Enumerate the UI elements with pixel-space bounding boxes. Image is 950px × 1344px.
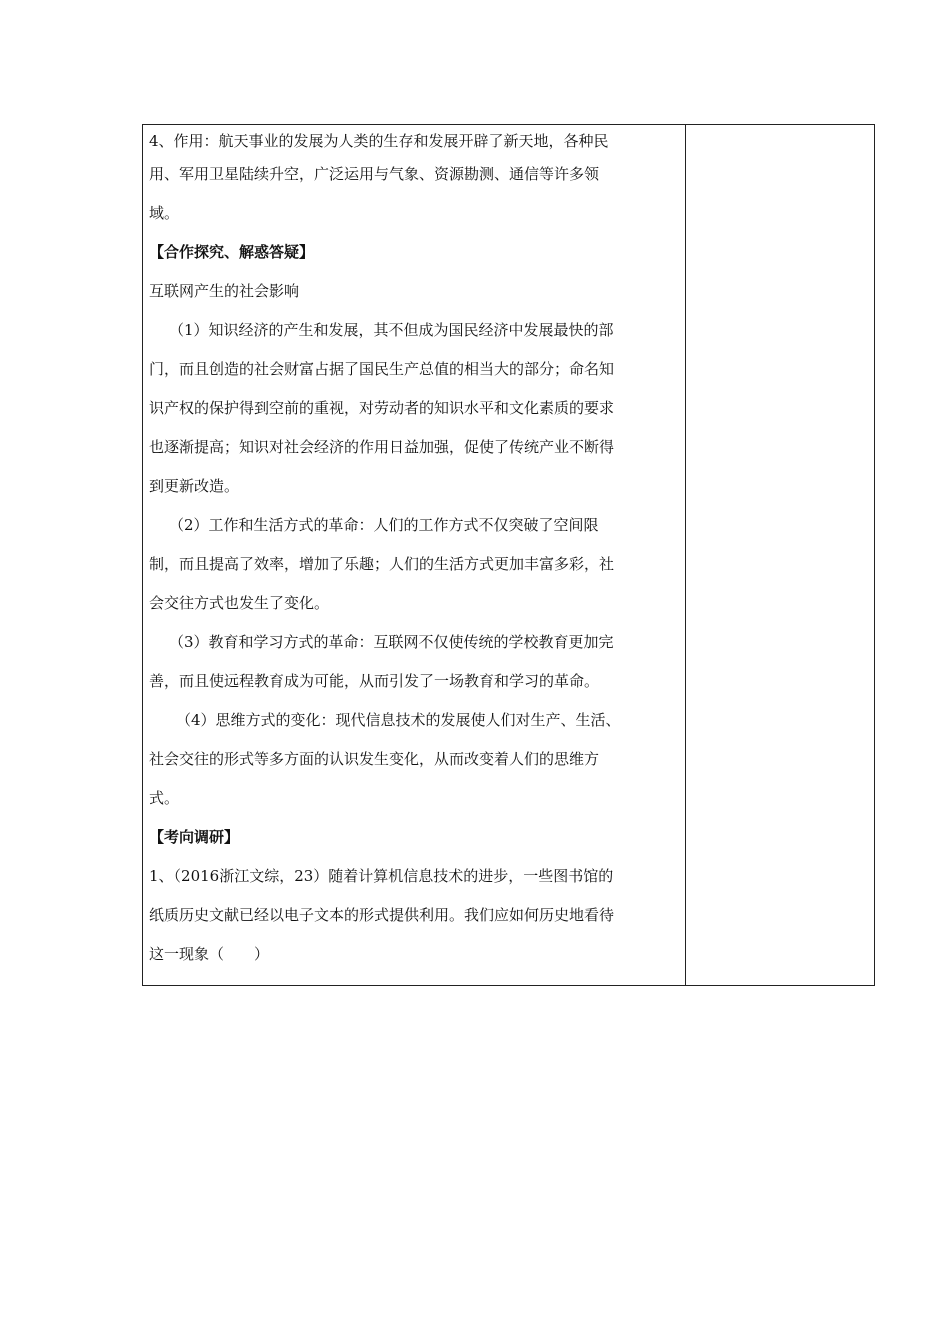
text-line: 善，而且使远程教育成为可能，从而引发了一场教育和学习的革命。	[149, 672, 600, 690]
text-line: 用、军用卫星陆续升空，广泛运用与气象、资源勘测、通信等许多领	[149, 165, 600, 183]
text-line: （2）工作和生活方式的革命：人们的工作方式不仅突破了空间限	[169, 516, 599, 534]
text-line: 4、作用：航天事业的发展为人类的生存和发展开辟了新天地，各种民	[149, 132, 609, 150]
side-notes-cell	[686, 125, 874, 985]
text-line: （1）知识经济的产生和发展，其不但成为国民经济中发展最快的部	[169, 321, 614, 339]
section-subtitle: 互联网产生的社会影响	[149, 282, 300, 300]
question-line: 这一现象（ ）	[149, 945, 270, 963]
text-line: 制，而且提高了效率，增加了乐趣；人们的生活方式更加丰富多彩，社	[149, 555, 615, 573]
text-line: 会交往方式也发生了变化。	[149, 594, 330, 612]
text-line: 识产权的保护得到空前的重视，对劳动者的知识水平和文化素质的要求	[149, 399, 615, 417]
section-heading-exam: 【考向调研】	[149, 828, 240, 846]
text-line: （3）教育和学习方式的革命：互联网不仅使传统的学校教育更加完	[169, 633, 614, 651]
content-table	[142, 124, 875, 986]
section-heading-explore: 【合作探究、解惑答疑】	[149, 243, 315, 261]
text-line: 式。	[149, 789, 180, 807]
question-line: 纸质历史文献已经以电子文本的形式提供利用。我们应如何历史地看待	[149, 906, 615, 924]
text-line: 也逐渐提高；知识对社会经济的作用日益加强，促使了传统产业不断得	[149, 438, 615, 456]
text-line: 门，而且创造的社会财富占据了国民生产总值的相当大的部分；命名知	[149, 360, 615, 378]
text-line: （4）思维方式的变化：现代信息技术的发展使人们对生产、生活、	[176, 711, 621, 729]
main-content-cell	[143, 125, 686, 985]
question-line: 1、（2016浙江文综，23）随着计算机信息技术的进步，一些图书馆的	[149, 867, 614, 885]
text-line: 社会交往的形式等多方面的认识发生变化，从而改变着人们的思维方	[149, 750, 600, 768]
text-line: 域。	[149, 204, 180, 222]
text-line: 到更新改造。	[149, 477, 240, 495]
